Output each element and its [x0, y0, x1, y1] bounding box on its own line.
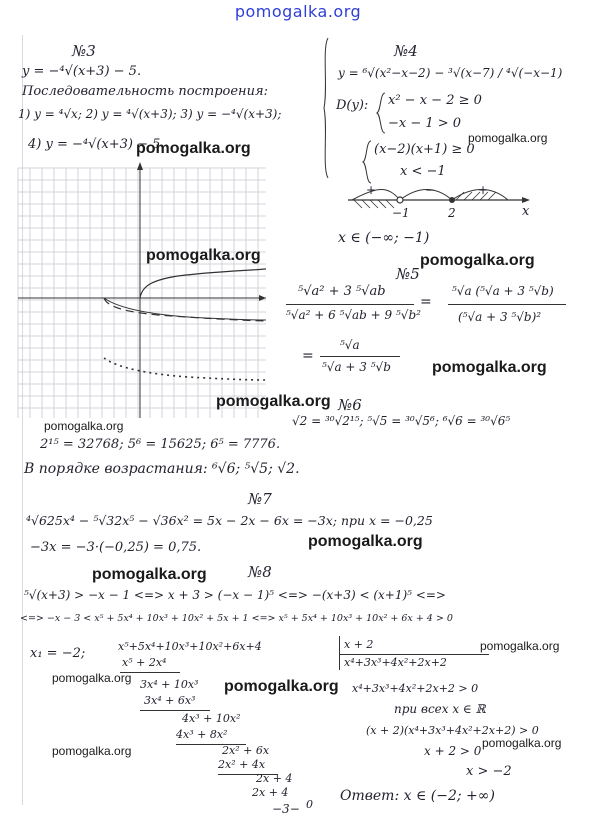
sign-minus-middle: − [425, 183, 436, 197]
problem-4-answer: x ∈ (−∞; −1) [338, 230, 430, 246]
division-divisor: x + 2 [344, 638, 374, 651]
number-line-variable: x [522, 204, 530, 219]
problem-8-product: (x + 2)(x⁴+3x³+4x²+2x+2) > 0 [366, 724, 539, 737]
fraction-bar-1 [286, 304, 414, 305]
problem-5-result-denominator: ⁵√a + 3 ⁵√b [322, 360, 391, 374]
equals-sign-2: = [302, 348, 314, 364]
watermark: pomogalka.org [308, 533, 423, 550]
problem-7-line-1: ⁴√625x⁴ − ⁵√32x⁵ − √36x² = 5x − 2x − 6x = −3x; при x = −0,25 [26, 513, 433, 528]
problem-8-answer: Ответ: x ∈ (−2; +∞) [340, 788, 495, 804]
problem-4-function: y = ⁶√(x²−x−2) − ³√(x−7) / ⁴√(−x−1) [338, 66, 563, 80]
division-step-3: 3x⁴ + 6x³ [144, 694, 196, 707]
problem-4-condition-4: x < −1 [400, 164, 446, 179]
problem-3-function: y = −⁴√(x+3) − 5. [22, 64, 142, 79]
problem-4-condition-2: −x − 1 > 0 [388, 116, 462, 131]
watermark: pomogalka.org [52, 744, 132, 758]
division-step-line-2 [140, 710, 210, 711]
problem-3-steps-1-3: 1) y = ⁴√x; 2) y = ⁴√(x+3); 3) y = −⁴√(x+3); [18, 107, 282, 121]
problem-4-number-line [348, 180, 538, 220]
watermark: pomogalka.org [480, 639, 560, 653]
notebook-margin-line [22, 35, 23, 805]
division-step-7: 2x² + 4x [218, 758, 266, 771]
equals-sign-1: = [420, 294, 432, 310]
problem-8-line-1: ⁵√(x+3) > −x − 1 <=> x + 3 > (−x − 1)⁵ <=> −(x+3) < (x+1)⁵ <=> [24, 588, 446, 602]
problem-3-graph [18, 168, 266, 418]
point-minus-one: −1 [392, 206, 410, 220]
problem-5-lhs-denominator: ⁵√a² + 6 ⁵√ab + 9 ⁵√b² [286, 308, 421, 322]
problem-3-step-4: 4) y = −⁴√(x+3) − 5 [28, 137, 161, 152]
site-header[interactable]: pomogalka.org [234, 2, 362, 21]
problem-divider-bracket [322, 38, 330, 178]
problem-8-x-plus-2: x + 2 > 0 [424, 744, 482, 758]
watermark: pomogalka.org [146, 247, 261, 264]
division-remainder: 0 [306, 798, 313, 811]
problem-5-result-numerator: ⁵√a [340, 338, 360, 352]
system-brace [376, 92, 386, 134]
system-brace-2 [362, 140, 372, 184]
division-step-6: 2x² + 6x [222, 744, 270, 757]
watermark: pomogalka.org [482, 736, 562, 750]
watermark: pomogalka.org [52, 671, 132, 685]
problem-8-root: x₁ = −2; [30, 646, 86, 661]
problem-4-domain-label: D(y): [336, 98, 369, 113]
watermark: pomogalka.org [420, 252, 535, 269]
problem-6-line-1: √2 = ³⁰√2¹⁵; ⁵√5 = ³⁰√5⁶; ⁶√6 = ³⁰√6⁵ [292, 414, 511, 428]
problem-7-line-2: −3x = −3·(−0,25) = 0,75. [30, 540, 202, 555]
division-vertical-bar [339, 636, 340, 670]
problem-8-number: №8 [248, 563, 272, 581]
problem-8-positivity: x⁴+3x³+4x²+2x+2 > 0 [352, 682, 479, 695]
sign-plus-left: + [366, 183, 377, 197]
division-step-4: 4x³ + 10x² [182, 712, 241, 725]
page-number: −3− [272, 802, 300, 816]
watermark: pomogalka.org [432, 359, 547, 376]
problem-6-line-3: В порядке возрастания: ⁶√6; ⁵√5; √2. [24, 461, 300, 477]
watermark: pomogalka.org [136, 140, 251, 157]
division-step-5: 4x³ + 8x² [176, 728, 228, 741]
problem-4-number: №4 [394, 42, 418, 60]
problem-5-middle-numerator: ⁵√a (⁵√a + 3 ⁵√b) [452, 284, 554, 298]
division-dividend: x⁵+5x⁴+10x³+10x²+6x+4 [118, 640, 262, 653]
sign-plus-right: + [478, 183, 489, 197]
watermark: pomogalka.org [44, 419, 124, 433]
problem-5-lhs-numerator: ⁵√a² + 3 ⁵√ab [298, 284, 386, 299]
problem-4-condition-1: x² − x − 2 ≥ 0 [388, 93, 482, 108]
problem-6-line-2: 2¹⁵ = 32768; 5⁶ = 15625; 6⁵ = 7776. [40, 437, 281, 452]
problem-8-for-all: при всех x ∈ ℝ [394, 702, 486, 716]
problem-8-line-2: <=> −x − 3 < x⁵ + 5x⁴ + 10x³ + 10x² + 5x + 1 <=> x⁵ + 5x⁴ + 10x³ + 10x² + 6x + 4 > 0 [20, 613, 453, 624]
problem-8-x-greater: x > −2 [466, 764, 512, 779]
problem-5-number: №5 [396, 265, 420, 283]
problem-3-number: №3 [72, 42, 96, 60]
division-horizontal-bar [339, 654, 489, 655]
watermark: pomogalka.org [216, 393, 331, 410]
fraction-bar-2 [448, 304, 566, 305]
problem-5-middle-denominator: (⁵√a + 3 ⁵√b)² [458, 310, 542, 324]
problem-4-condition-3: (x−2)(x+1) ≥ 0 [374, 142, 475, 157]
fraction-bar-3 [320, 356, 400, 357]
point-two: 2 [448, 206, 456, 220]
problem-7-number: №7 [248, 490, 272, 508]
division-step-8: 2x + 4 [256, 772, 293, 785]
watermark: pomogalka.org [92, 566, 207, 583]
problem-3-sequence-title: Последовательность построения: [22, 84, 268, 99]
division-quotient: x⁴+3x³+4x²+2x+2 [344, 656, 447, 669]
watermark: pomogalka.org [224, 678, 339, 695]
division-step-2: 3x⁴ + 10x³ [140, 678, 199, 691]
watermark: pomogalka.org [468, 131, 548, 145]
division-step-1: x⁵ + 2x⁴ [122, 656, 167, 669]
division-step-9: 2x + 4 [252, 786, 289, 799]
problem-6-number: №6 [338, 396, 362, 414]
